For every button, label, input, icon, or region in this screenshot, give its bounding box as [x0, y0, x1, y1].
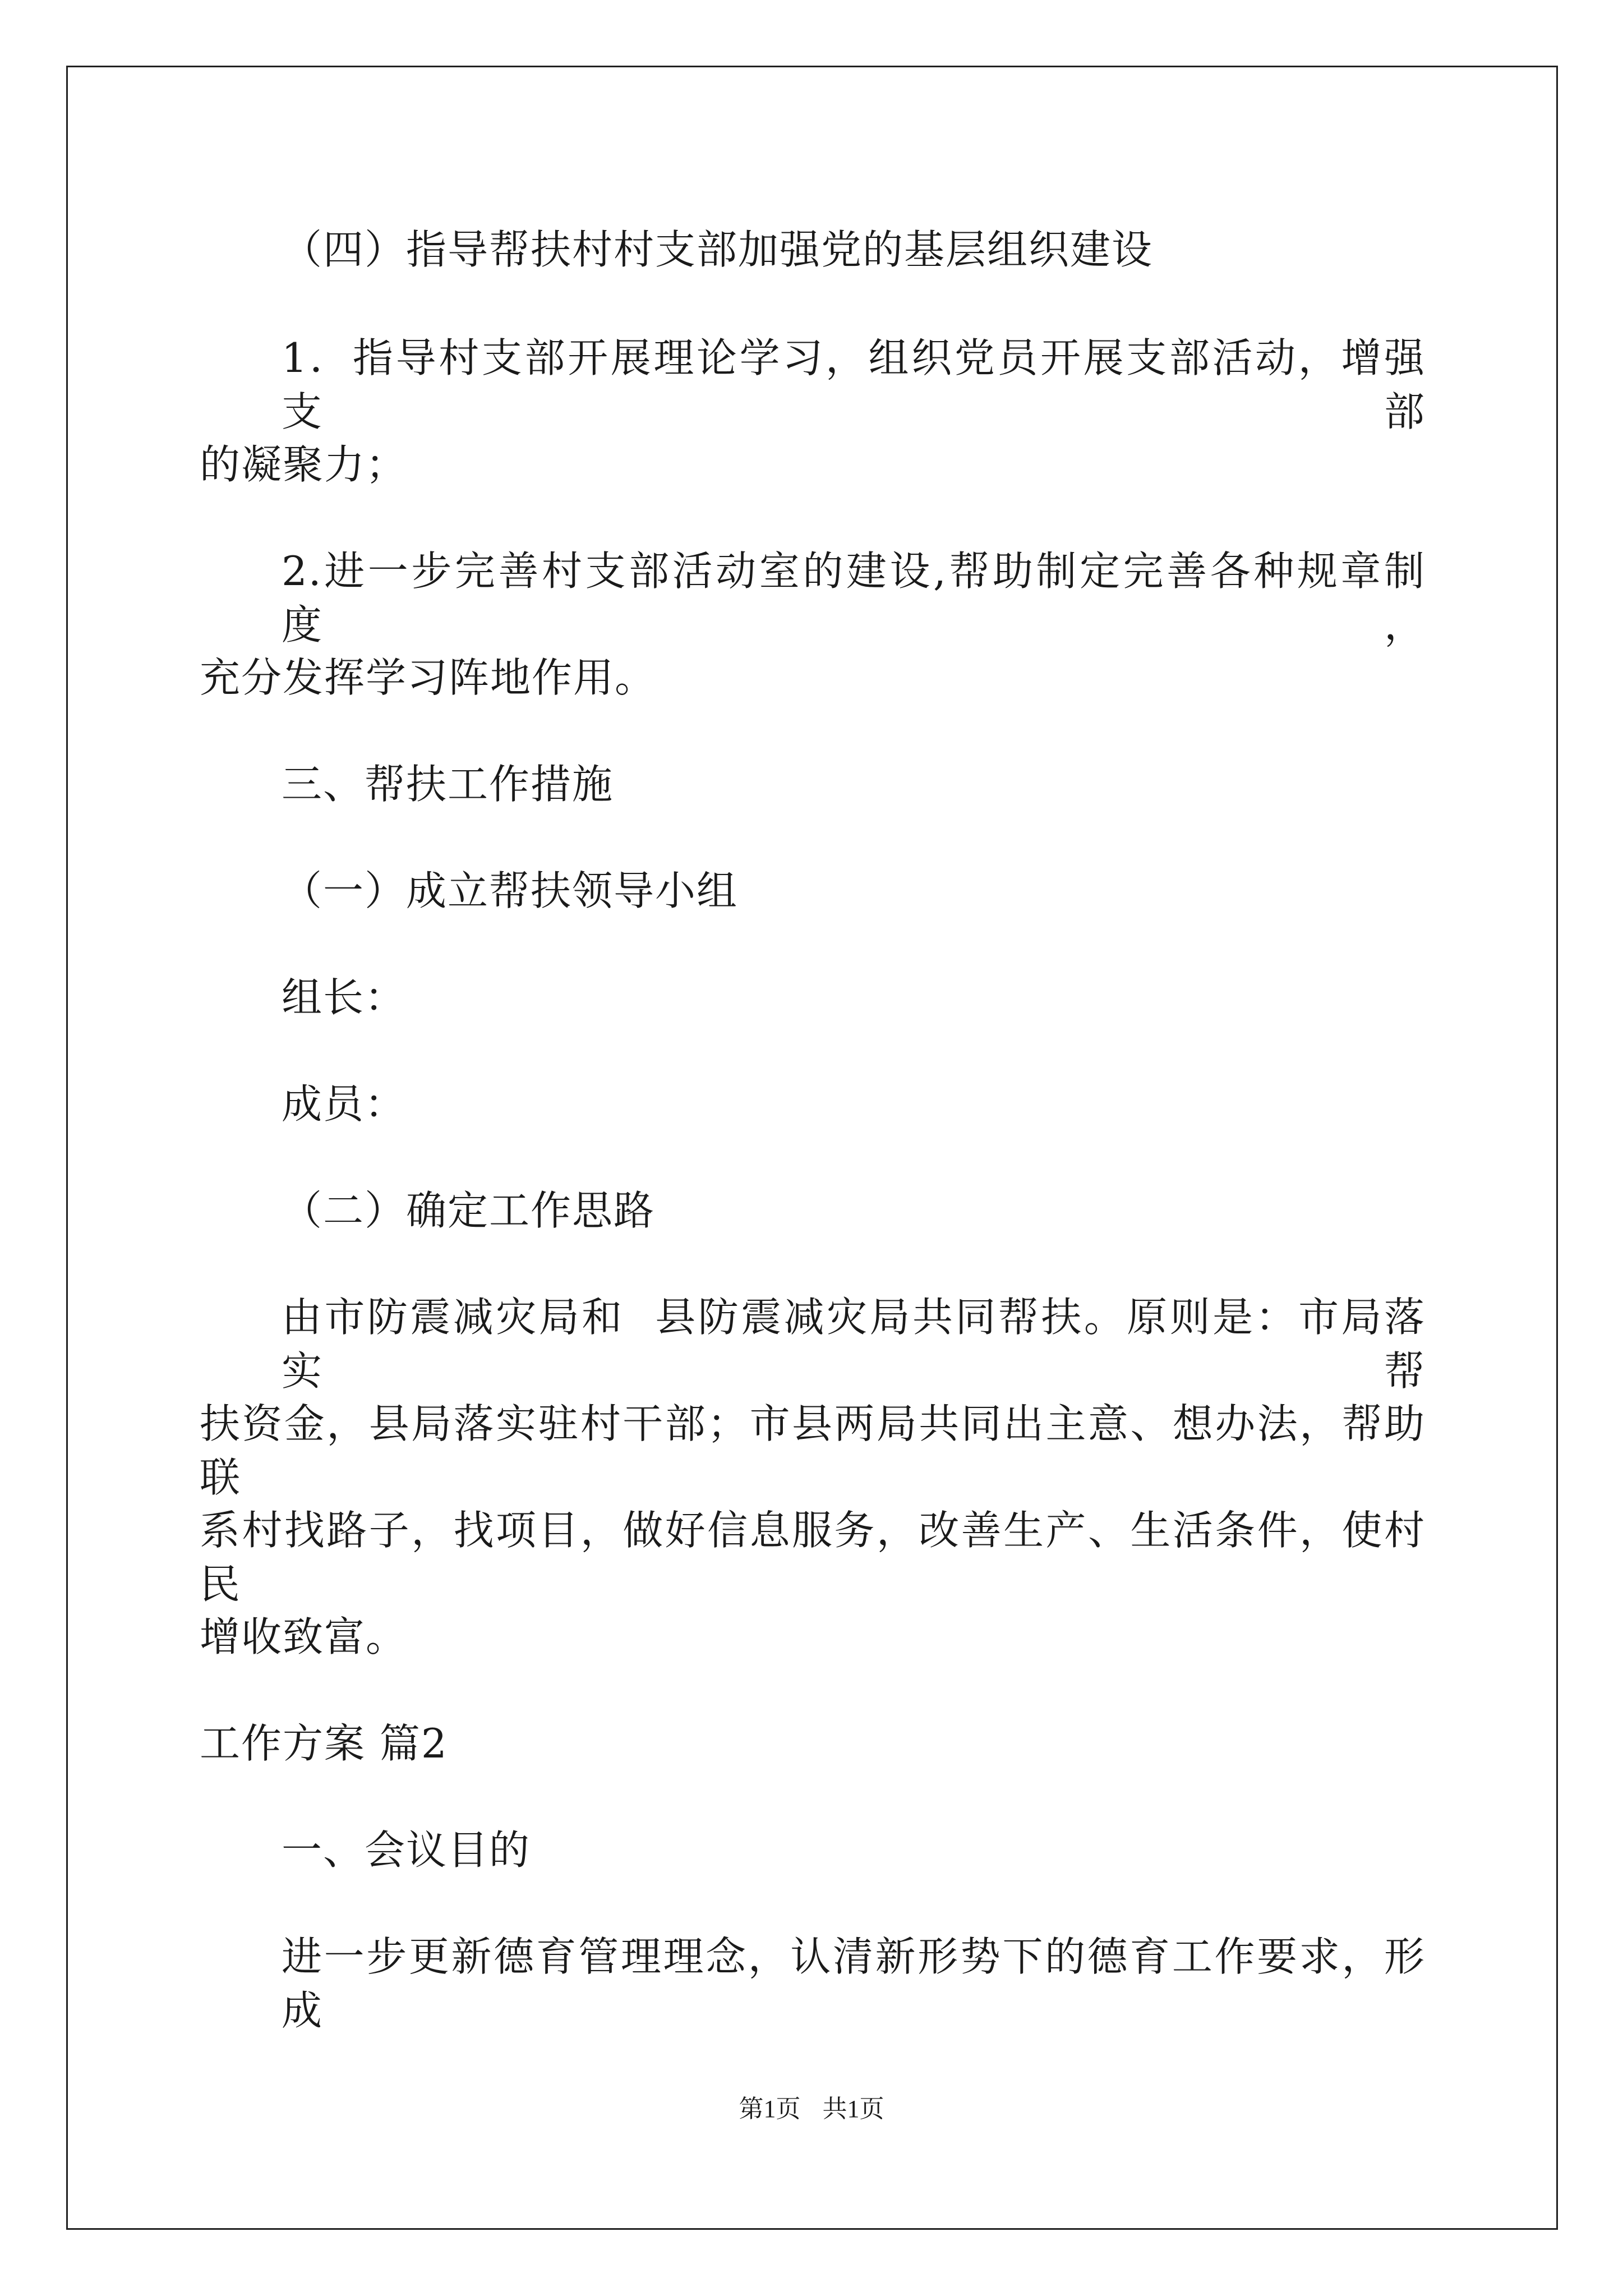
paragraph-line: 1．指导村支部开展理论学习，组织党员开展支部活动，增强支部 — [282, 334, 1426, 435]
paragraph-line: 的凝聚力； — [200, 441, 408, 488]
heading-section-3: 三、帮扶工作措施 — [282, 761, 614, 808]
heading-meeting-purpose: 一、会议目的 — [282, 1826, 531, 1874]
heading-section-4: （四）指导帮扶村村支部加强党的基层组织建设 — [282, 226, 1154, 273]
paragraph-line: 扶资金，县局落实驻村干部；市县两局共同出主意、想办法，帮助联 — [200, 1400, 1426, 1501]
leader-label: 组长： — [282, 974, 407, 1021]
paragraph-line: 充分发挥学习阵地作用。 — [200, 654, 657, 701]
paragraph-line: 系村找路子，找项目，做好信息服务，改善生产、生活条件，使村民 — [200, 1507, 1426, 1608]
page-current: 第1页 — [739, 2095, 801, 2123]
subheading-1: （一）成立帮扶领导小组 — [282, 867, 739, 914]
paragraph-line: 由市防震减灾局和 县防震减灾局共同帮扶。原则是：市局落实帮 — [282, 1294, 1426, 1395]
document-section-title: 工作方案 篇2 — [200, 1720, 448, 1767]
paragraph-line: 增收致富。 — [200, 1613, 408, 1660]
page-total: 共1页 — [822, 2095, 884, 2123]
page-footer — [0, 2092, 1623, 2126]
paragraph-line: 进一步更新德育管理理念，认清新形势下的德育工作要求，形成 — [282, 1933, 1426, 2034]
paragraph-line: 2.进一步完善村支部活动室的建设,帮助制定完善各种规章制度， — [282, 547, 1426, 648]
subheading-2: （二）确定工作思路 — [282, 1187, 656, 1234]
members-label: 成员： — [282, 1080, 407, 1128]
